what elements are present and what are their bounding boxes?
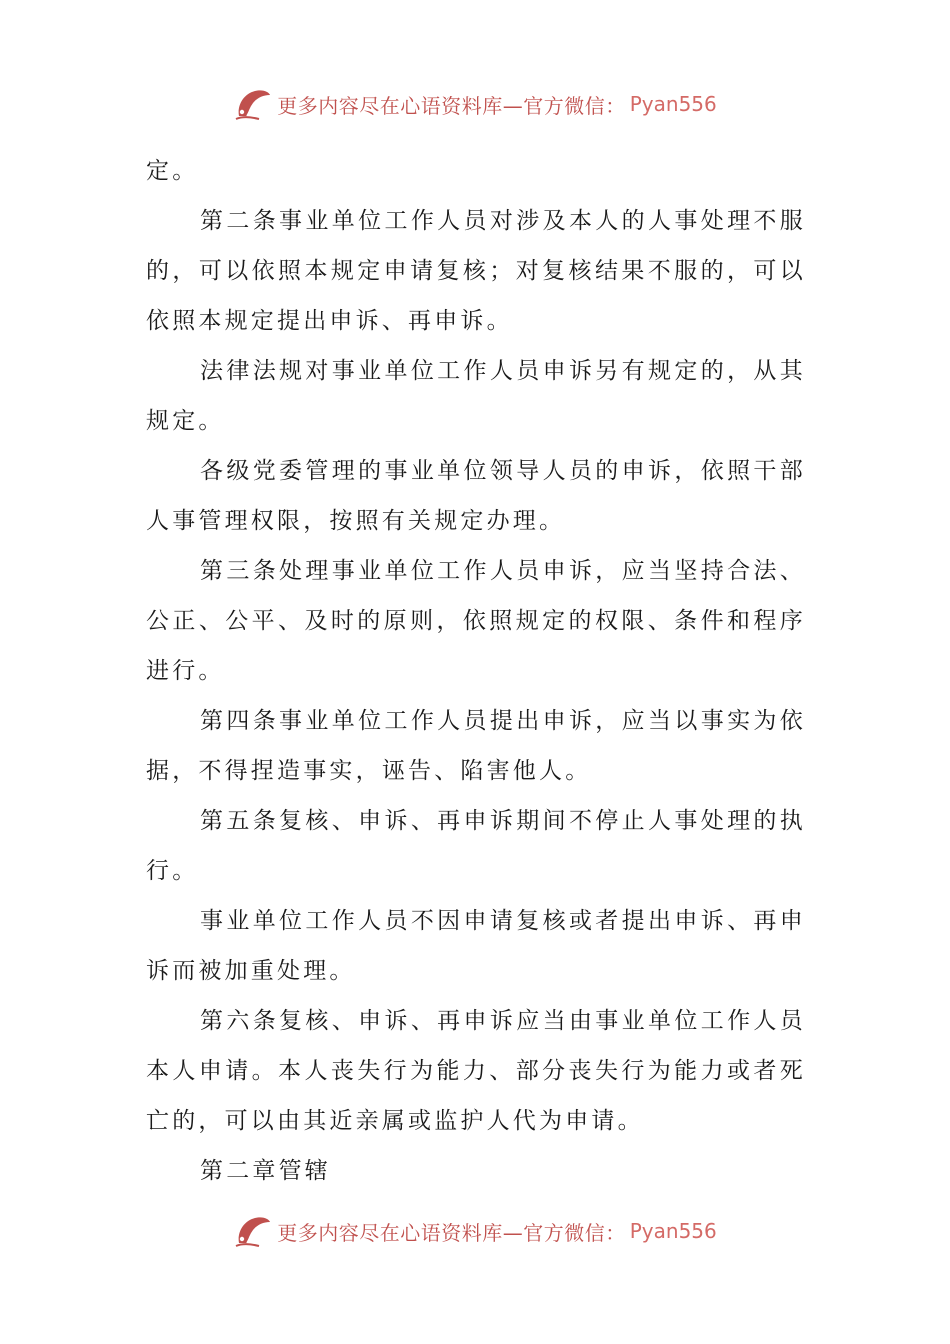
watermark-text: 更多内容尽在心语资料库—官方微信： bbox=[277, 1220, 626, 1245]
paragraph: 第三条处理事业单位工作人员申诉，应当坚持合法、公正、公平、及时的原则，依照规定的权限、条件和程序进行。 bbox=[146, 558, 806, 684]
paragraph: 第二条事业单位工作人员对涉及本人的人事处理不服的，可以依照本规定申请复核；对复核结果不服的，可以依照本规定提出申诉、再申诉。 bbox=[146, 208, 806, 334]
paragraph: 各级党委管理的事业单位领导人员的申诉，依照干部人事管理权限，按照有关规定办理。 bbox=[146, 458, 806, 534]
quill-pen-logo-icon bbox=[233, 86, 273, 122]
watermark-wechat-id: Pyan556 bbox=[629, 92, 717, 116]
header-watermark bbox=[0, 84, 950, 124]
paragraph: 第六条复核、申诉、再申诉应当由事业单位工作人员本人申请。本人丧失行为能力、部分丧失行为能力或者死亡的，可以由其近亲属或监护人代为申请。 bbox=[146, 1008, 806, 1134]
watermark-text: 更多内容尽在心语资料库—官方微信： bbox=[277, 93, 626, 118]
footer-watermark bbox=[0, 1211, 950, 1251]
paragraph: 第五条复核、申诉、再申诉期间不停止人事处理的执行。 bbox=[146, 808, 806, 884]
paragraph: 第二章管辖 bbox=[200, 1158, 331, 1184]
paragraph: 事业单位工作人员不因申请复核或者提出申诉、再申诉而被加重处理。 bbox=[146, 908, 806, 984]
watermark-wechat-id: Pyan556 bbox=[629, 1219, 717, 1243]
paragraph: 定。 bbox=[146, 158, 199, 184]
paragraph: 第四条事业单位工作人员提出申诉，应当以事实为依据，不得捏造事实，诬告、陷害他人。 bbox=[146, 708, 806, 784]
document-body bbox=[146, 146, 806, 1196]
paragraph: 法律法规对事业单位工作人员申诉另有规定的，从其规定。 bbox=[146, 358, 806, 434]
quill-pen-logo-icon bbox=[233, 1213, 273, 1249]
